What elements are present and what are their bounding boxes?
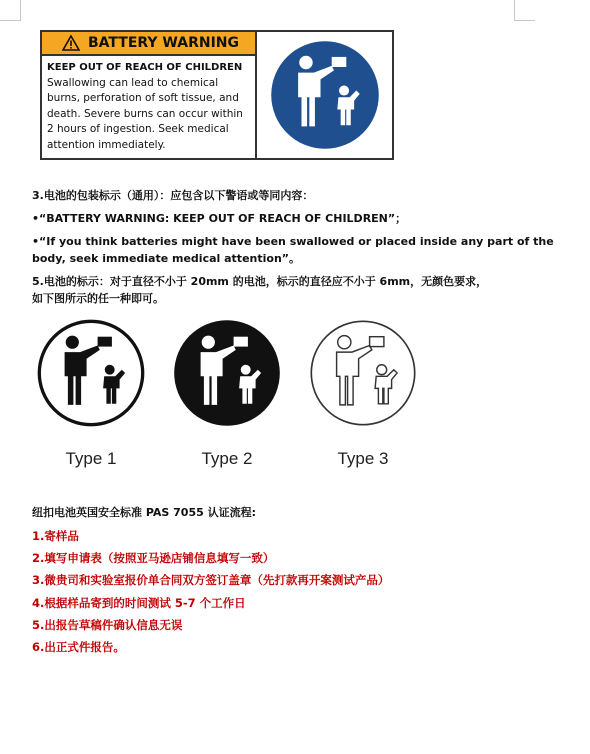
type2-label: Type 2 [201, 449, 253, 468]
section5-line2: 如下图所示的任一种即可。 [32, 292, 164, 305]
type3-icon [308, 318, 418, 428]
battery-warning-label [40, 30, 394, 160]
keep-away-from-children-icon [269, 39, 381, 151]
section3-bullet2-line2: body, seek immediate medical attention”。 [32, 252, 301, 265]
crop-mark-right [514, 0, 535, 21]
type1-icon [36, 318, 146, 428]
warning-header-text: BATTERY WARNING [88, 35, 239, 51]
warning-line: death. Severe burns can occur within [47, 107, 243, 120]
section3-bullet2-line1: •“If you think batteries might have been swallowed or placed inside any part of the [32, 235, 554, 248]
process-step-3: 3.微贵司和实验室报价单合同双方签订盖章（先打款再开案测试产品） [32, 573, 390, 587]
warning-line: 2 hours of ingestion. Seek medical [47, 123, 229, 135]
process-title: 纽扣电池英国安全标准 PAS 7055 认证流程: [32, 506, 256, 519]
section3-bullet1: •“BATTERY WARNING: KEEP OUT OF REACH OF CHILDREN”； [32, 212, 407, 225]
warning-line: attention immediately. [47, 138, 166, 151]
warning-text-panel [42, 32, 257, 158]
type2-icon [172, 318, 282, 428]
warning-pictogram-panel [257, 32, 392, 158]
process-step-6: 6.出正式件报告。 [32, 640, 125, 654]
process-step-5: 5.出报告草稿件确认信息无误 [32, 618, 183, 632]
warning-line: Swallowing can lead to chemical [47, 76, 219, 89]
process-step-4: 4.根据样品寄到的时间测试 5-7 个工作日 [32, 596, 246, 610]
warning-line: burns, perforation of soft tissue, and [47, 92, 239, 104]
type3-label: Type 3 [337, 449, 389, 468]
warning-triangle-icon [62, 35, 80, 51]
process-step-1: 1.寄样品 [32, 529, 79, 543]
process-step-2: 2.填写申请表（按照亚马逊店铺信息填写一致） [32, 551, 275, 565]
warning-body [42, 56, 255, 157]
crop-mark-left [0, 0, 21, 21]
keep-out-text: KEEP OUT OF REACH OF CHILDREN [47, 62, 243, 73]
warning-header [42, 32, 255, 56]
section3-heading: 3.电池的包装标示（通用）：应包含以下警语或等同内容： [32, 189, 314, 202]
type1-label: Type 1 [65, 449, 117, 468]
section5-line1: 5.电池的标示：对于直径不小于 20mm 的电池，标示的直径应不小于 6mm，无颜色要求， [32, 275, 488, 288]
